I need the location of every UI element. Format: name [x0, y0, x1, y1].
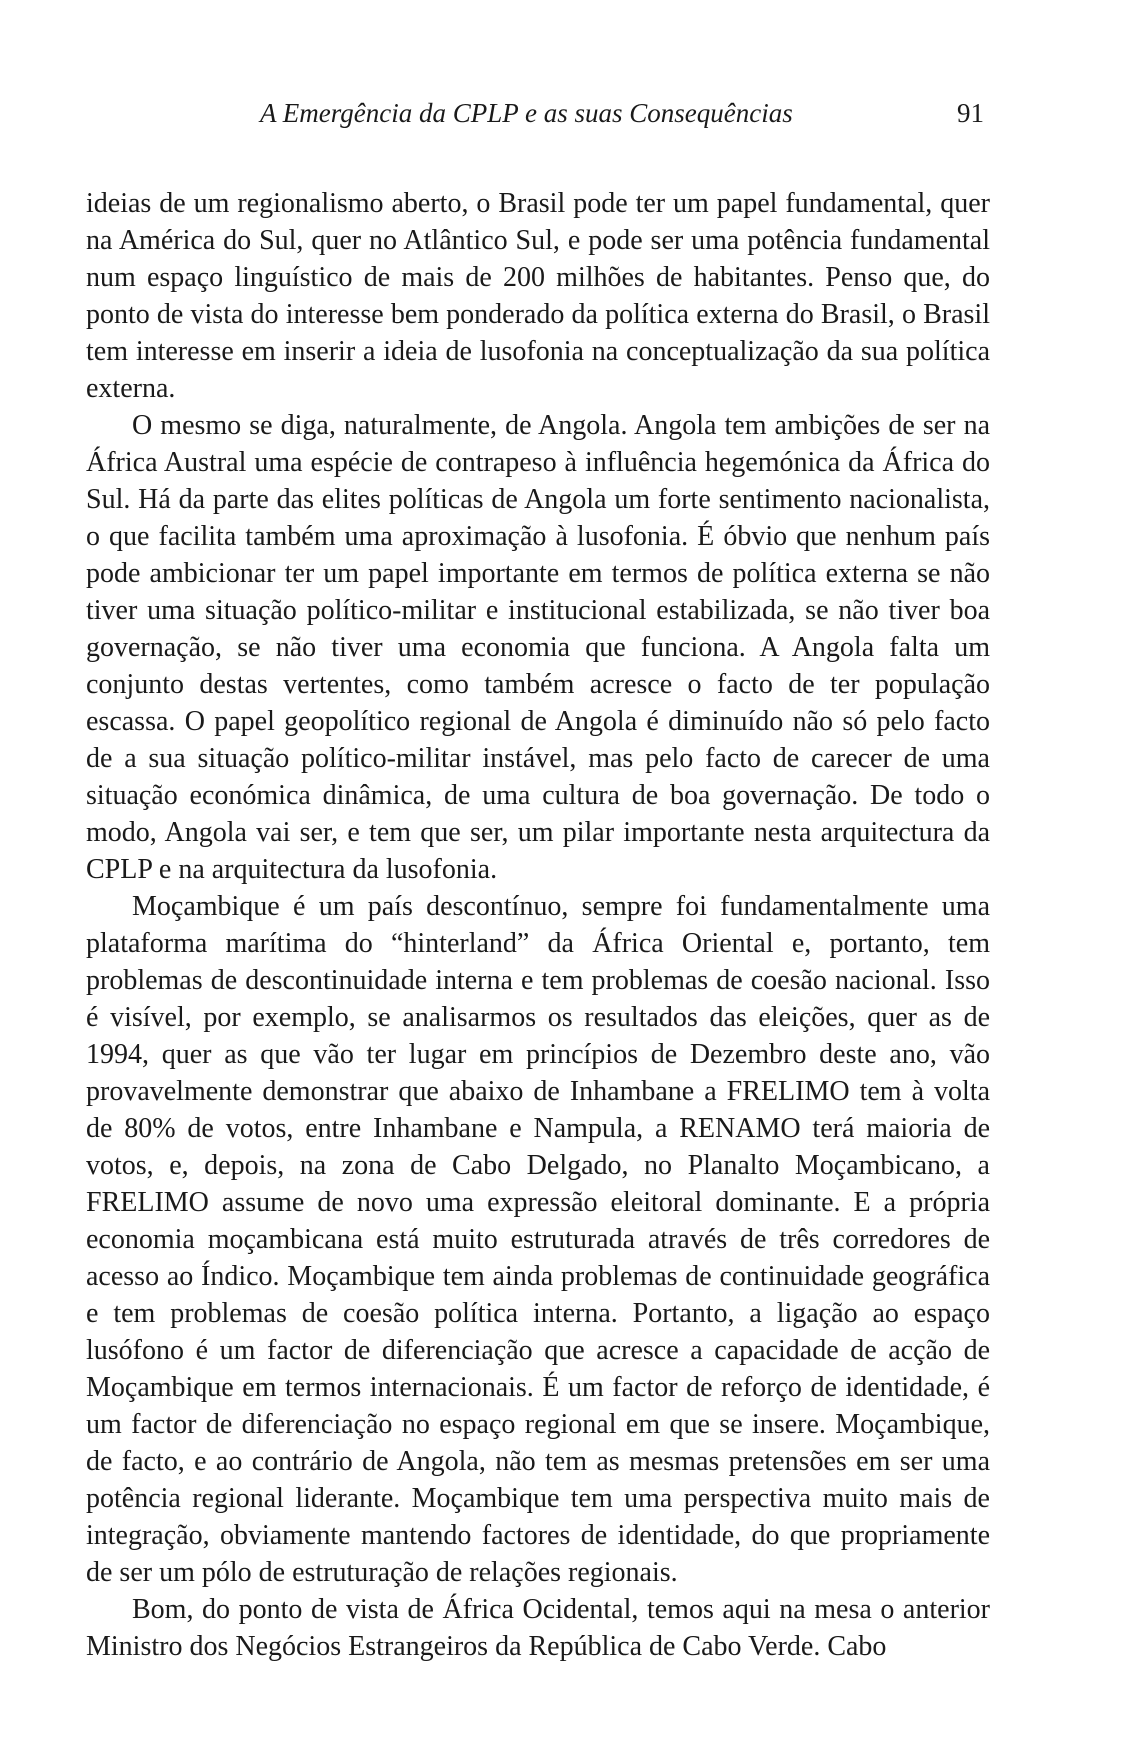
paragraph: O mesmo se diga, naturalmente, de Angola. Angola tem ambições de ser na África Austral uma espécie de contrapeso à influência hegemónica da África do Sul. Há da parte das elites políticas de Angola um forte sentimento nacionalista, o que facilita também uma aproximação à lusofonia. É óbvio que nenhum país pode ambicionar ter um papel importante em termos de política externa se não tiver uma situação político-militar e institucional estabilizada, se não tiver boa governação, se não tiver uma economia que funciona. A Angola falta um conjunto destas vertentes, como também acresce o facto de ter população escassa. O papel geopolítico regional de Angola é diminuído não só pelo facto de a sua situação político-militar instável, mas pelo facto de carecer de uma situação económica dinâmica, de uma cultura de boa governação. De todo o modo, Angola vai ser, e tem que ser, um pilar importante nesta arquitectura da CPLP e na arquitectura da lusofonia. [86, 410, 990, 885]
running-header [86, 96, 986, 136]
paragraph: Bom, do ponto de vista de África Ocidental, temos aqui na mesa o anterior Ministro dos Negócios Estrangeiros da República de Cabo Verde. Cabo [86, 1594, 990, 1662]
running-title: A Emergência da CPLP e as suas Consequências [260, 98, 793, 128]
page-number: 91 [957, 98, 984, 128]
paragraph: Moçambique é um país descontínuo, sempre foi fundamentalmente uma plataforma marítima do “hinterland” da África Oriental e, portanto, tem problemas de descontinuidade interna e tem problemas de coesão nacional. Isso é visível, por exemplo, se analisarmos os resultados das eleições, quer as de 1994, quer as que vão ter lugar em princípios de Dezembro deste ano, vão provavelmente demonstrar que abaixo de Inhambane a FRELIMO tem à volta de 80% de votos, entre Inhambane e Nampula, a RENAMO terá maioria de votos, e, depois, na zona de Cabo Delgado, no Planalto Moçambicano, a FRELIMO assume de novo uma expressão eleitoral dominante. E a própria economia moçambicana está muito estruturada através de três corredores de acesso ao Índico. Moçambique tem ainda problemas de continuidade geográfica e tem problemas de coesão política interna. Portanto, a ligação ao espaço lusófono é um factor de diferenciação que acresce a capacidade de acção de Moçambique em termos internacionais. É um factor de reforço de identidade, é um factor de diferenciação no espaço regional em que se insere. Moçambique, de facto, e ao contrário de Angola, não tem as mesmas pretensões em ser uma potência regional liderante. Moçambique tem uma perspectiva muito mais de integração, obviamente mantendo factores de identidade, do que propriamente de ser um pólo de estruturação de relações regionais. [86, 891, 990, 1588]
paragraph: ideias de um regionalismo aberto, o Brasil pode ter um papel fundamental, quer na América do Sul, quer no Atlântico Sul, e pode ser uma potência fundamental num espaço linguístico de mais de 200 milhões de habitantes. Penso que, do ponto de vista do interesse bem ponderado da política externa do Brasil, o Brasil tem interesse em inserir a ideia de lusofonia na conceptualização da sua política externa. [86, 188, 990, 404]
body-text [86, 185, 990, 1665]
